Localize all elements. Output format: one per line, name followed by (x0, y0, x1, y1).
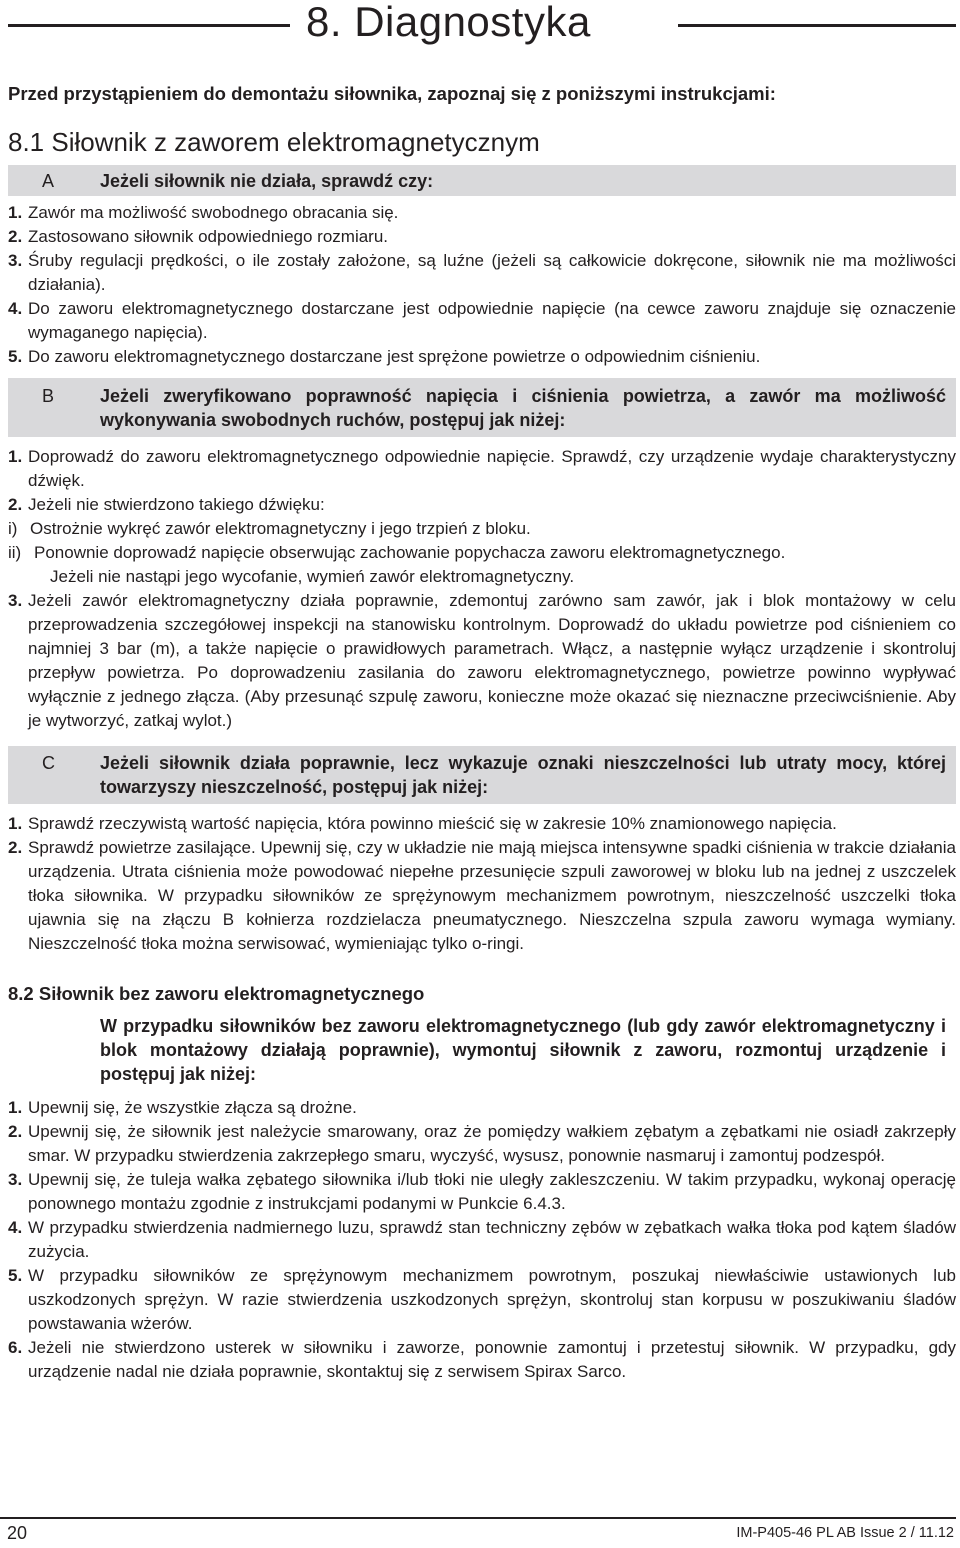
document-page (8, 0, 956, 1384)
list-item: 5. Do zaworu elektromagnetycznego dostarczane jest sprężone powietrze o odpowiednim ciśnieniu. (8, 347, 761, 366)
list-item: 2. Jeżeli nie stwierdzono takiego dźwięku: (8, 495, 325, 514)
box-c-letter: C (42, 753, 55, 773)
page-title: 8. Diagnostyka (306, 0, 591, 45)
list-item: 3. Upewnij się, że tuleja wałka zębatego siłownika i/lub tłoki nie uległy zakleszczeniu. W takim przypadku, wykonaj operację ponownego montażu zgodnie z instrukcjami podanymi w Punkcie 6.4.3. (8, 1170, 956, 1213)
list-a (8, 201, 956, 369)
box-a-letter: A (42, 171, 55, 191)
list-item: 5. W przypadku siłowników ze sprężynowym mechanizmem powrotnym, poszukaj niewłaściwie ustawionych lub uszkodzonych sprężyn. W razie stwierdzenia uszkodzonych sprężyn, skontroluj stan korpusu w poszukiwaniu śladów powstawania wżerów. (8, 1266, 956, 1333)
box-8-2-text: W przypadku siłowników bez zaworu elektromagnetycznego (lub gdy zawór elektromagnetyczny i blok montażowy działają poprawnie), wymontuj siłownik z zaworu, rozmontuj urządzenie i postępuj jak niżej: (100, 1016, 946, 1084)
box-b-letter: B (42, 386, 55, 406)
list-item: 1. Upewnij się, że wszystkie złącza są drożne. (8, 1098, 357, 1117)
list-item: 2. Upewnij się, że siłownik jest należycie smarowany, oraz że pomiędzy wałkiem zębatym a zębatkami nie osiadł zakrzepły smar. W przypadku stwierdzenia zakrzepłego smaru, wyczyść, wysusz, ponownie nasmaruj i zamontuj podzespół. (8, 1122, 956, 1165)
intro-text: Przed przystąpieniem do demontażu siłownika, zapoznaj się z poniższymi instrukcjami: (8, 83, 776, 104)
box-c (8, 746, 956, 804)
box-a (8, 165, 956, 196)
document-code: IM-P405-46 PL AB Issue 2 / 11.12 (736, 1525, 954, 1541)
section-8-2-heading: 8.2 Siłownik bez zaworu elektromagnetycznego (8, 983, 425, 1004)
title-rule-left (8, 24, 290, 27)
list-item: 1. Zawór ma możliwość swobodnego obracania się. (8, 203, 399, 222)
section-8-1-heading: 8.1 Siłownik z zaworem elektromagnetycznym (8, 127, 540, 157)
list-b (8, 445, 956, 733)
list-8-2 (8, 1096, 956, 1384)
list-item: 1. Doprowadź do zaworu elektromagnetycznego odpowiednie napięcie. Sprawdź, czy urządzenie wydaje charakterystyczny dźwięk. (8, 447, 956, 490)
list-item: 2. Sprawdź powietrze zasilające. Upewnij się, czy w układzie nie mają miejsca intensywne spadki ciśnienia w trakcie działania urządzenia. Utrata ciśnienia może powodować niepełne przesunięcie szpuli zaworowej w bloku lub na jednej z uszczelek tłoka siłownika. W przypadku siłowników ze sprężynowym mechanizmem powrotnym, nieszczelność uszczelki tłoka ujawnia się na złączu B kołnierza rozdzielacza pneumatycznego. Nieszczelna szpula zaworu wymaga wymiany. Nieszczelność tłoka można serwisować, wymieniając tylko o-ringi. (8, 838, 956, 953)
sub-item-ii-continued: Jeżeli nie nastąpi jego wycofanie, wymień zawór elektromagnetyczny. (50, 567, 575, 586)
title-rule-right (678, 24, 956, 27)
page-number: 20 (7, 1523, 28, 1543)
title-row (8, 0, 956, 48)
box-b (8, 378, 956, 437)
sub-item-i: i) Ostrożnie wykręć zawór elektromagnetyczny i jego trzpień z bloku. (8, 519, 531, 538)
list-item: 3. Śruby regulacji prędkości, o ile zostały założone, są luźne (jeżeli są całkowicie dokręcone, siłownik nie ma możliwości działania). (8, 251, 956, 294)
box-c-text: Jeżeli siłownik działa poprawnie, lecz wykazuje oznaki nieszczelności lub utraty mocy, której towarzyszy nieszczelność, postępuj jak niżej: (100, 753, 946, 797)
sub-item-ii: ii) Ponownie doprowadź napięcie obserwując zachowanie popychacza zaworu elektromagnetycznego. (8, 543, 786, 562)
list-item: 2. Zastosowano siłownik odpowiedniego rozmiaru. (8, 227, 389, 246)
list-item: 4. Do zaworu elektromagnetycznego dostarczane jest odpowiednie napięcie (na cewce zaworu znajduje się oznaczenie wymaganego napięcia). (8, 299, 956, 342)
list-item: 6. Jeżeli nie stwierdzono usterek w siłowniku i zaworze, ponownie zamontuj i przetestuj siłownik. W przypadku, gdy urządzenie nadal nie działa poprawnie, skontaktuj się z serwisem Spirax Sarco. (8, 1338, 956, 1381)
footer-rule (0, 1517, 956, 1519)
list-item: 3. Jeżeli zawór elektromagnetyczny działa poprawnie, zdemontuj zarówno sam zawór, jak i blok montażowy w celu przeprowadzenia szczegółowej inspekcji na stanowisku kontrolnym. Doprowadź do układu powietrze pod ciśnieniem co najmniej 3 bar (m), a także napięcie o prawidłowych parametrach. Włącz, a następnie wyłącz urządzenie i skontroluj przepływ powietrza. Po doprowadzeniu zasilania do zaworu elektromagnetycznego, powietrze powinno wypływać wyłącznie z jednego złącza. (Aby przesunąć szpulę zaworu, konieczne może okazać się nieznaczne przeciwciśnienie. Aby je wytworzyć, zatkaj wylot.) (8, 591, 956, 730)
box-b-text: Jeżeli zweryfikowano poprawność napięcia i ciśnienia powietrza, a zawór ma możliwość wykonywania swobodnych ruchów, postępuj jak niżej: (100, 386, 946, 430)
list-item: 1. Sprawdź rzeczywistą wartość napięcia, która powinno mieścić się w zakresie 10% znamionowego napięcia. (8, 814, 837, 833)
list-c (8, 812, 956, 956)
list-item: 4. W przypadku stwierdzenia nadmiernego luzu, sprawdź stan techniczny zębów w zębatkach wałka tłoka pod kątem śladów zużycia. (8, 1218, 956, 1261)
box-a-text: Jeżeli siłownik nie działa, sprawdź czy: (100, 171, 434, 191)
box-8-2 (8, 1014, 956, 1086)
